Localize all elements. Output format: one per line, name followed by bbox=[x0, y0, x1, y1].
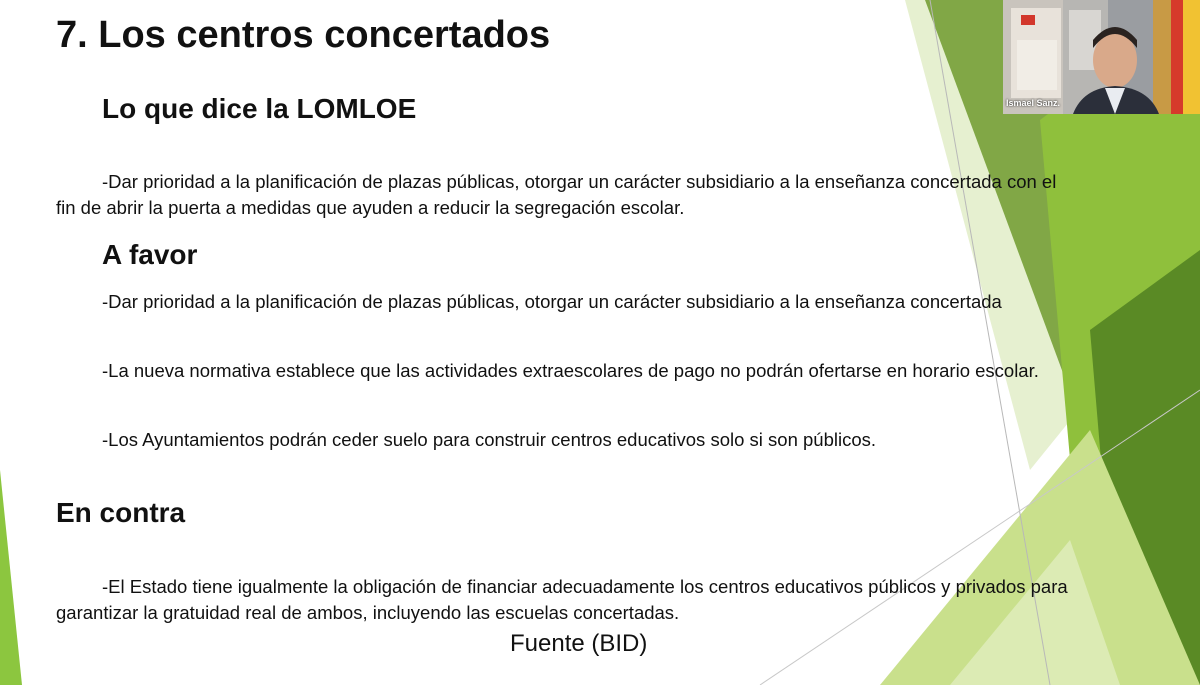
paragraph-favor-1 bbox=[56, 289, 1076, 315]
paragraph-contra-1 bbox=[56, 574, 1076, 626]
paragraph-favor-3 bbox=[56, 427, 1076, 453]
heading-lomloe: Lo que dice la LOMLOE bbox=[102, 93, 417, 124]
paragraph-favor-2 bbox=[56, 358, 1076, 384]
slide-title: 7. Los centros concertados bbox=[56, 14, 551, 56]
webcam-video-frame bbox=[1003, 0, 1200, 114]
participant-name-label: Ismael Sanz. bbox=[1006, 98, 1061, 108]
paragraph-lomloe-1-text: -Dar prioridad a la planificación de plazas públicas, otorgar un carácter subsidiario a la enseñanza concertada con el fin de abrir la puerta a medidas que ayuden a reducir la segregación escolar. bbox=[56, 171, 1057, 218]
paragraph-favor-3-text: -Los Ayuntamientos podrán ceder suelo para construir centros educativos solo si son públicos. bbox=[102, 429, 877, 450]
paragraph-lomloe-1 bbox=[56, 169, 1076, 221]
source-citation: Fuente (BID) bbox=[510, 630, 648, 657]
paragraph-contra-1-text: -El Estado tiene igualmente la obligación de financiar adecuadamente los centros educativos públicos y privados para garantizar la gratuidad real de ambos, incluyendo las escuelas concertadas. bbox=[56, 576, 1068, 623]
decor-shape-left bbox=[0, 470, 22, 685]
paragraph-favor-1-text: -Dar prioridad a la planificación de plazas públicas, otorgar un carácter subsidiario a la enseñanza concertada bbox=[102, 291, 1002, 312]
paragraph-favor-2-text: -La nueva normativa establece que las actividades extraescolares de pago no podrán ofertarse en horario escolar. bbox=[102, 360, 1039, 381]
heading-contra: En contra bbox=[56, 497, 186, 528]
heading-favor: A favor bbox=[102, 239, 198, 270]
webcam-video-tile[interactable] bbox=[1003, 0, 1200, 114]
